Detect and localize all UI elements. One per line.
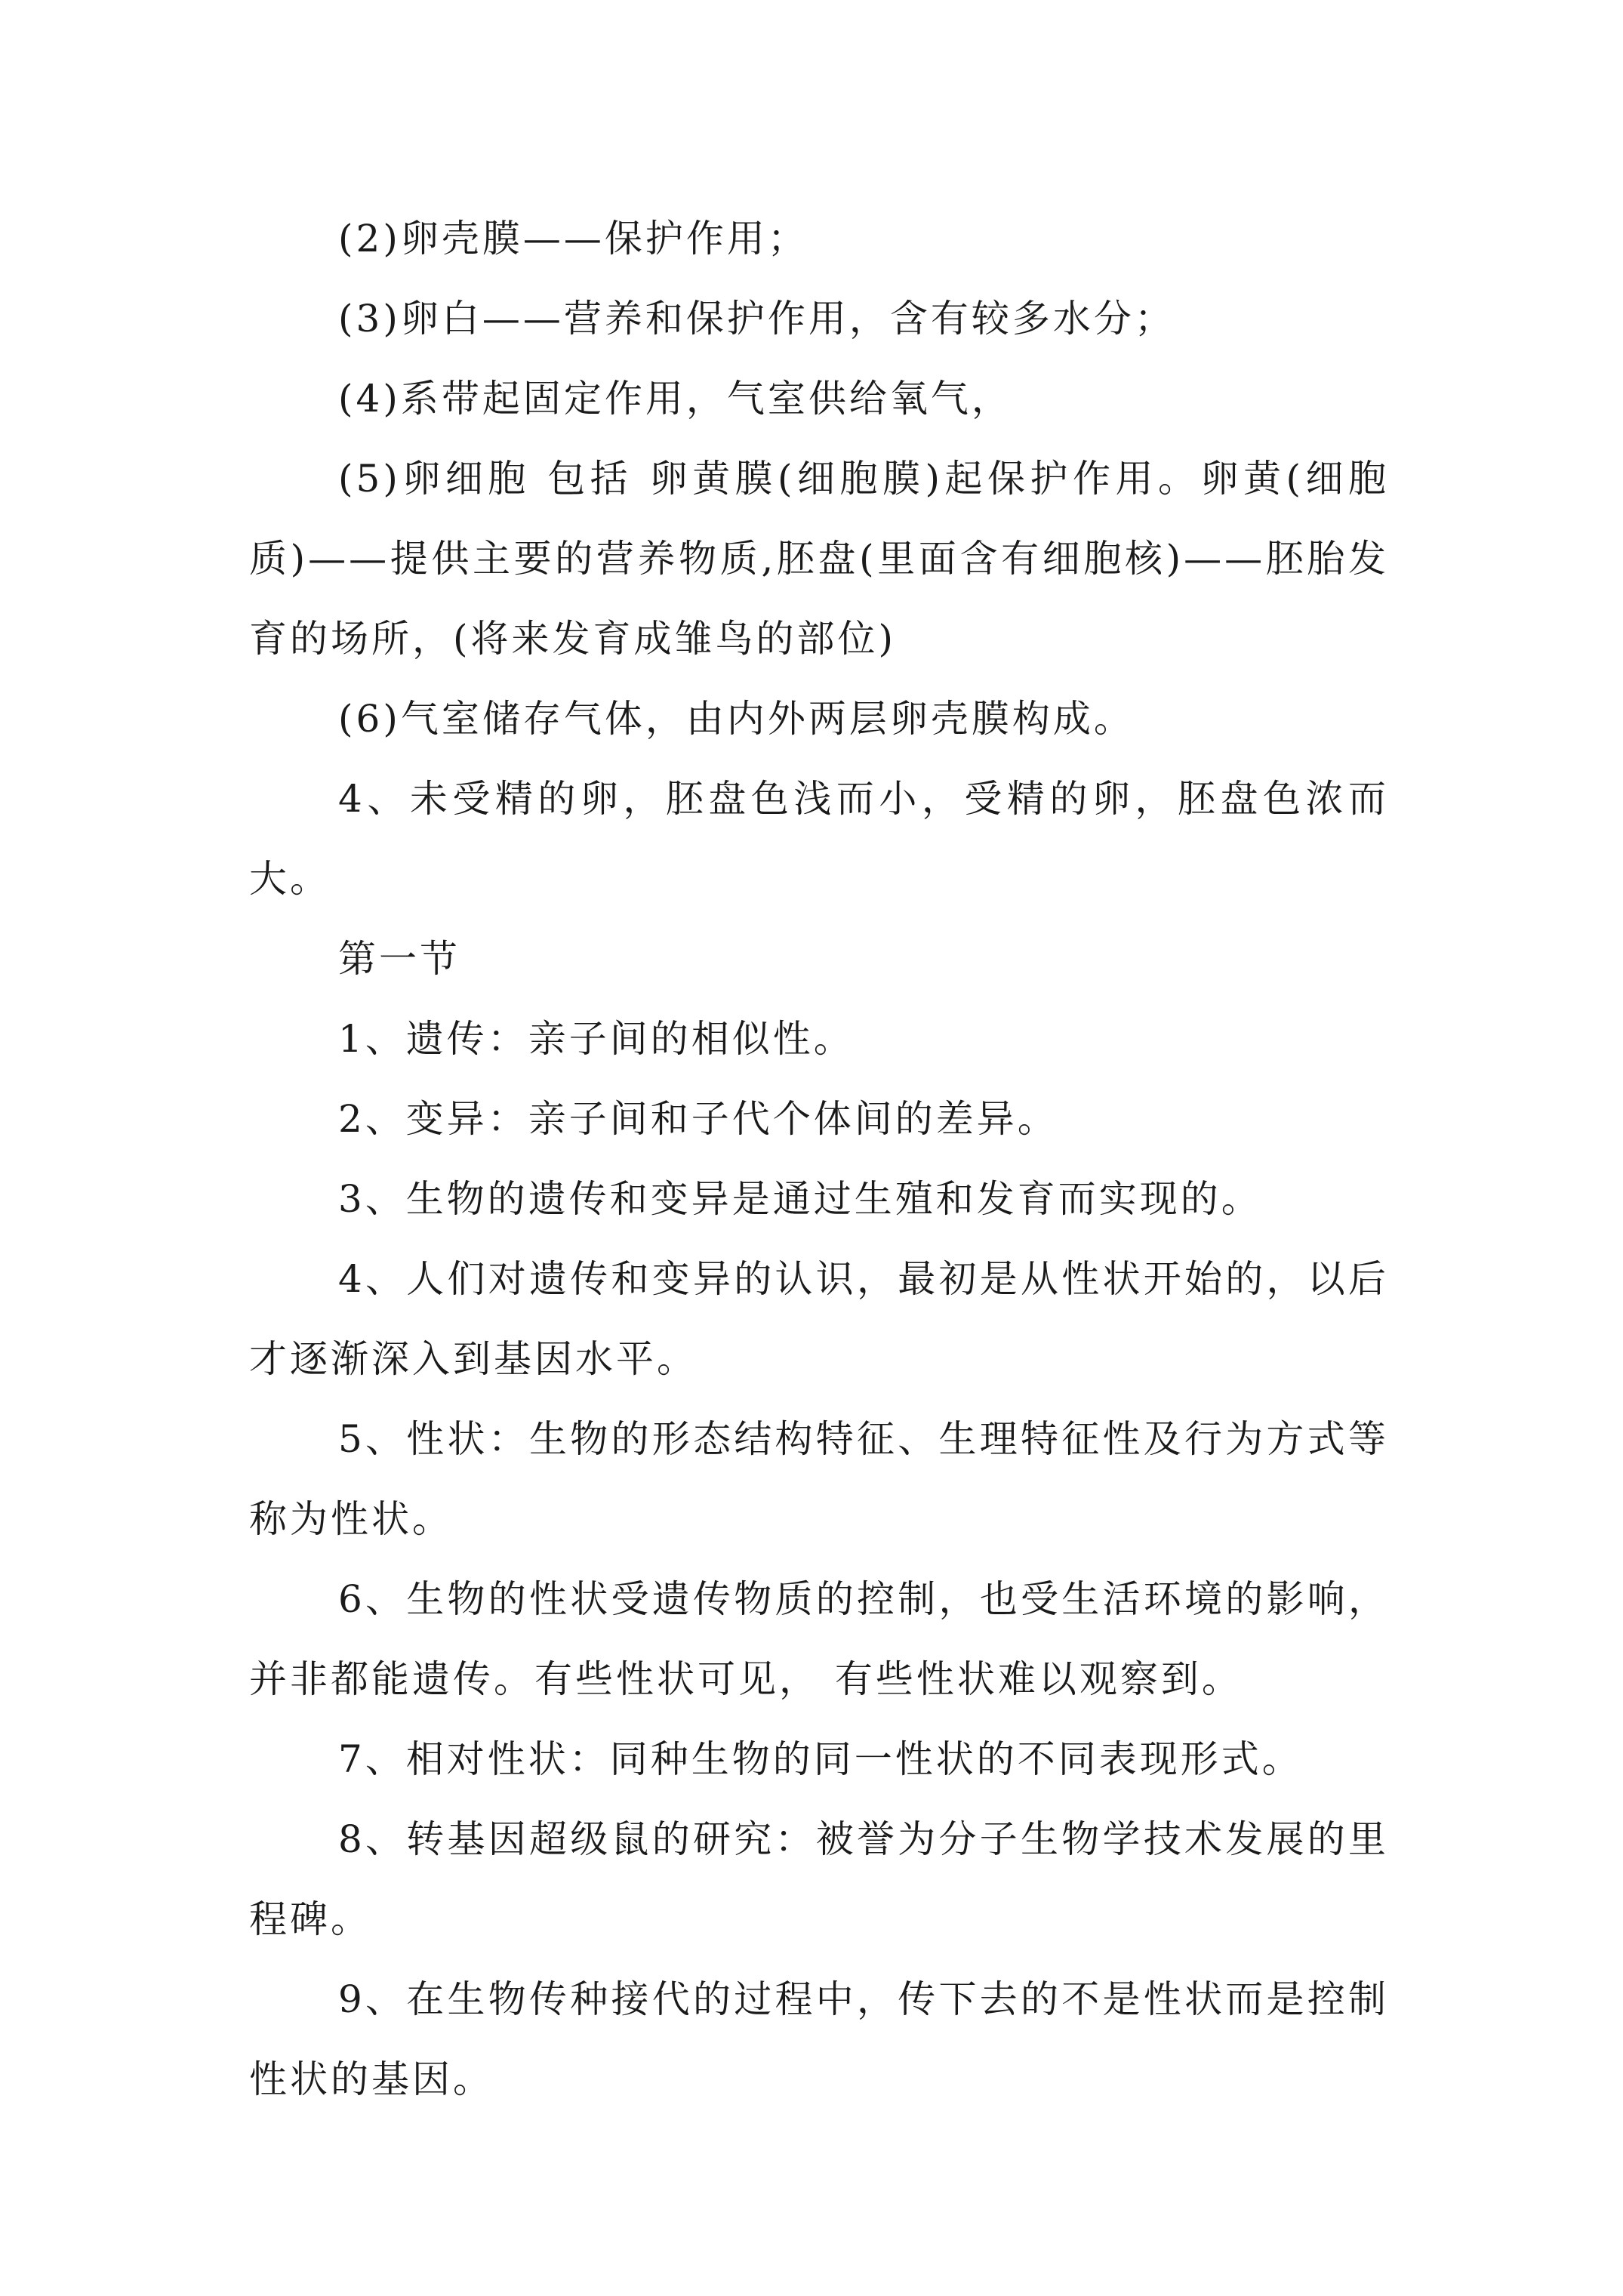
paragraph-variation: 2、变异：亲子间和子代个体间的差异。 xyxy=(338,1097,1058,1141)
paragraph-relative-traits: 7、相对性状：同种生物的同一性状的不同表现形式。 xyxy=(338,1737,1303,1781)
document-body xyxy=(249,199,1389,2119)
paragraph-air-cell: (6)气室储存气体，由内外两层卵壳膜构成。 xyxy=(338,697,1135,741)
paragraph-understanding: 4、人们对遗传和变异的认识，最初是从性状开始的，以后才逐渐深入到基因水平。 xyxy=(249,1257,1389,1381)
paragraph-egg-white: (3)卵白——营养和保护作用，含有较多水分； xyxy=(338,297,1175,341)
paragraph-reproduction: 3、生物的遗传和变异是通过生殖和发育而实现的。 xyxy=(338,1177,1262,1221)
paragraph-transgenic-mouse: 8、转基因超级鼠的研究：被誉为分子生物学技术发展的里程碑。 xyxy=(249,1817,1389,1941)
paragraph-fertilized-egg: 4、未受精的卵，胚盘色浅而小，受精的卵，胚盘色浓而大。 xyxy=(249,777,1389,901)
paragraph-eggshell-membrane: (2)卵壳膜——保护作用； xyxy=(338,217,808,260)
paragraph-chalaza: (4)系带起固定作用，气室供给氧气， xyxy=(338,377,1012,421)
section-heading: 第一节 xyxy=(338,937,460,981)
paragraph-egg-cell: (5)卵细胞 包括 卵黄膜(细胞膜)起保护作用。卵黄(细胞质)——提供主要的营养物质,胚盘(里面含有细胞核)——胚胎发育的场所，(将来发育成雏鸟的部位) xyxy=(249,457,1389,661)
paragraph-heredity: 1、遗传：亲子间的相似性。 xyxy=(338,1017,855,1061)
paragraph-genes: 9、在生物传种接代的过程中，传下去的不是性状而是控制性状的基因。 xyxy=(249,1977,1389,2101)
paragraph-traits: 5、性状：生物的形态结构特征、生理特征性及行为方式等称为性状。 xyxy=(249,1417,1389,1541)
paragraph-trait-control: 6、生物的性状受遗传物质的控制，也受生活环境的影响，并非都能遗传。有些性状可见， 有些性状难以观察到。 xyxy=(249,1577,1389,1701)
